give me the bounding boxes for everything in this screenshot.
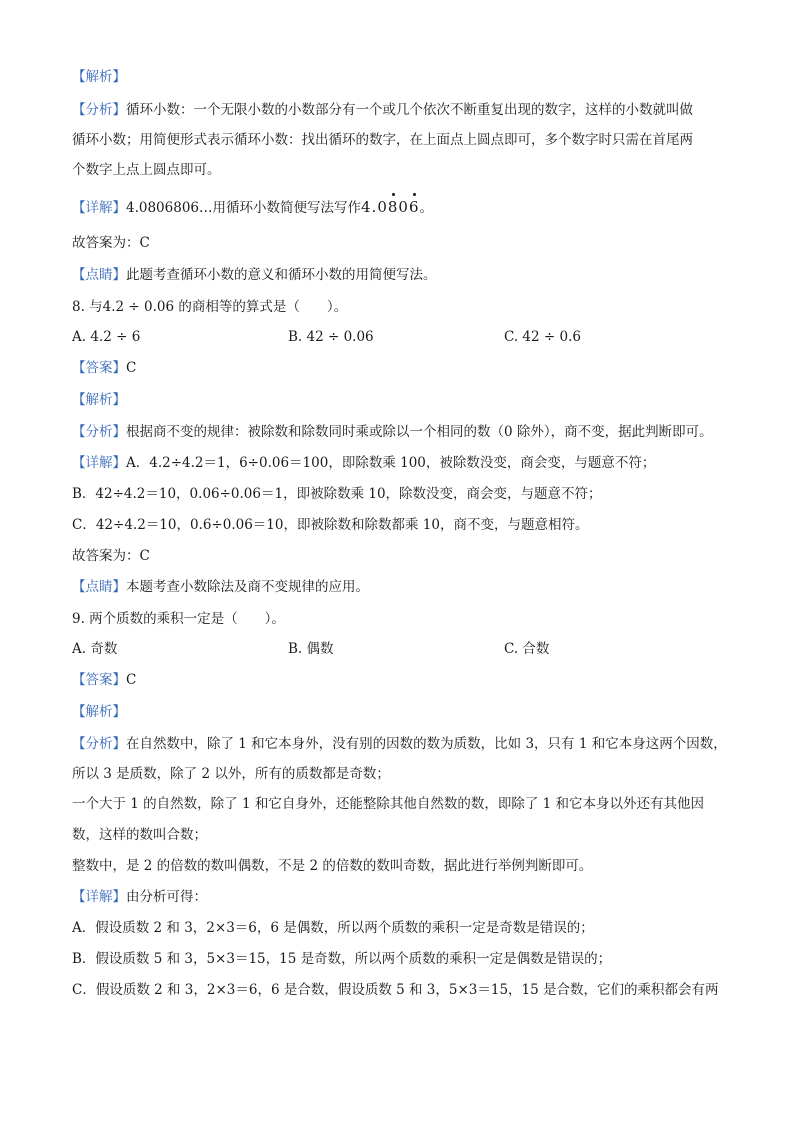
analysis-9-line4: 数，这样的数叫合数； — [72, 827, 207, 843]
jiexi-heading-8: 【解析】 — [72, 392, 126, 408]
analysis-7-line2: 循环小数；用简便形式表示循环小数：找出循环的数字，在上面点上圆点即可，多个数字时只需在首尾两 — [72, 132, 693, 148]
option-a: A. 4.2 ÷ 6 — [72, 329, 141, 345]
answer-9: 【答案】C — [72, 672, 137, 688]
analysis-7-line3: 个数字上点上圆点即可。 — [72, 162, 221, 178]
analysis-8: 【分析】根据商不变的规律：被除数和除数同时乘或除以一个相同的数（0 除外），商不变，据此判断即可。 — [72, 424, 713, 440]
option-a: A. 奇数 — [72, 641, 118, 657]
answer-statement-7: 故答案为：C — [72, 235, 150, 251]
question-8-options — [72, 326, 720, 348]
jiexi-heading-9: 【解析】 — [72, 704, 126, 720]
option-c: C. 合数 — [504, 641, 550, 657]
comment-7: 【点睛】此题考查循环小数的意义和循环小数的用简便写法。 — [72, 267, 437, 283]
answer-8: 【答案】C — [72, 360, 137, 376]
jiexi-heading-7: 【解析】 — [72, 69, 126, 85]
analysis-9: 【分析】在自然数中，除了 1 和它本身外，没有别的因数的数为质数，比如 3，只有 1 和它本身这两个因数， — [72, 736, 727, 752]
option-c: C. 42 ÷ 0.6 — [504, 329, 581, 345]
question-8-stem: 8. 与4.2 ÷ 0.06 的商相等的算式是（ ）。 — [72, 299, 348, 315]
question-9-stem: 9. 两个质数的乘积一定是（ ）。 — [72, 611, 285, 627]
analysis-9-line5: 整数中，是 2 的倍数的数叫偶数，不是 2 的倍数的数叫奇数，据此进行举例判断即可。 — [72, 858, 593, 874]
comment-8: 【点睛】本题考查小数除法及商不变规律的应用。 — [72, 579, 369, 595]
option-b: B. 42 ÷ 0.06 — [288, 329, 374, 345]
question-9-options — [72, 638, 720, 660]
detail-9-b: B．假设质数 5 和 3，5×3＝15，15 是奇数，所以两个质数的乘积一定是偶数是错误的； — [72, 951, 612, 967]
analysis-9-line2: 所以 3 是质数，除了 2 以外，所有的质数都是奇数； — [72, 766, 390, 782]
detail-8-a: 【详解】A．4.2÷4.2＝1，6÷0.06＝100，即除数乘 100，被除数没变，商会变，与题意不符； — [72, 455, 656, 471]
detail-8-b: B．42÷4.2＝10，0.06÷0.06＝1，即被除数乘 10，除数没变，商会变，与题意不符； — [72, 486, 602, 502]
answer-statement-8: 故答案为：C — [72, 548, 150, 564]
repeating-decimal: 4.0806 — [361, 198, 420, 216]
analysis-9-line3: 一个大于 1 的自然数，除了 1 和它自身外，还能整除其他自然数的数，即除了 1 和它本身以外还有其他因 — [72, 796, 705, 812]
detail-8-c: C．42÷4.2＝10，0.6÷0.06＝10，即被除数和除数都乘 10，商不变，与题意相符。 — [72, 517, 589, 533]
detail-9-c: C．假设质数 2 和 3，2×3＝6，6 是合数，假设质数 5 和 3，5×3＝15，15 是合数，它们的乘积都会有两 — [72, 982, 719, 998]
analysis-7: 【分析】循环小数：一个无限小数的小数部分有一个或几个依次不断重复出现的数字，这样的小数就叫做 — [72, 102, 693, 118]
detail-7: 【详解】4.0806806…用循环小数简便写法写作4.0806。 — [72, 198, 434, 216]
detail-9: 【详解】由分析可得： — [72, 889, 207, 905]
detail-9-a: A．假设质数 2 和 3，2×3＝6，6 是偶数，所以两个质数的乘积一定是奇数是错误的； — [72, 920, 594, 936]
option-b: B. 偶数 — [288, 641, 334, 657]
